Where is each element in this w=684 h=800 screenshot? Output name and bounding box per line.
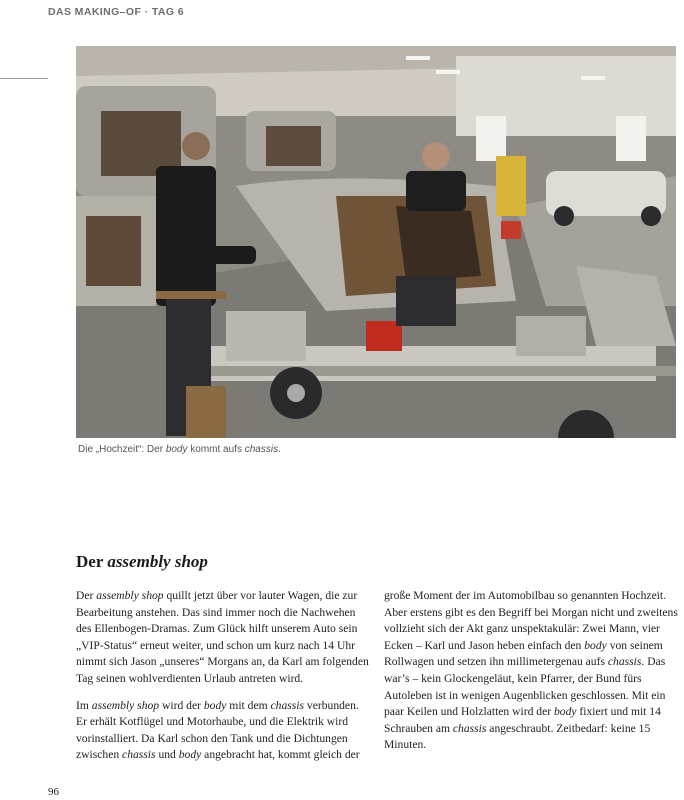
workshop-photo: [76, 46, 676, 438]
text-column-left: [76, 588, 371, 764]
margin-rule: [0, 78, 48, 79]
paragraph: große Moment der im Automobilbau so genannten Hochzeit. Aber erstens gibt es den Begriff bei Morgan nicht und zweitens vollzieht sich der Akt ganz unspektakulär: Zwei Mann, vier Ecken – Karl und Jason heben einfach den body von seinem Rollwagen und setzen ihn millimetergenau aufs chassis. Das war’s – kein Glockengeläut, kein Pfarrer, der Bund fürs Autoleben ist in wenigen Augenblicken geschlossen. Mit ein paar Keilen und Holzlatten wird der body fixiert und mit 14 Schrauben am chassis angeschraubt. Zeitbedarf: keine 15 Minuten.: [384, 589, 678, 752]
running-head: DAS MAKING–OF · TAG 6: [48, 6, 184, 18]
paragraph: Der assembly shop quillt jetzt über vor lauter Wagen, die zur Bearbeitung anstehen. Das sind immer noch die Nachwehen des Ellenbogen-Dramas. Zum Glück hilft unserem Auto sein „VIP-Status“ erneut weiter, und schon um kurz nach 14 Uhr nimmt sich Jason „unseres“ Morgans an, da Karl am folgenden Tag seinen wohlverdienten Urlaub antreten wird.: [76, 589, 369, 685]
paragraph: Im assembly shop wird der body mit dem chassis verbunden. Er erhält Kotflügel und Motorhaube, und die Elektrik wird vorinstalliert. Da Karl schon den Tank und die Dichtungen zwischen chassis und body angebracht hat, kommt gleich der: [76, 698, 360, 762]
section-heading: Der assembly shop: [76, 552, 208, 571]
photo-caption: Die „Hochzeit“: Der body kommt aufs chassis.: [78, 444, 281, 455]
text-column-right: [384, 588, 679, 754]
page-number: 96: [48, 786, 59, 798]
